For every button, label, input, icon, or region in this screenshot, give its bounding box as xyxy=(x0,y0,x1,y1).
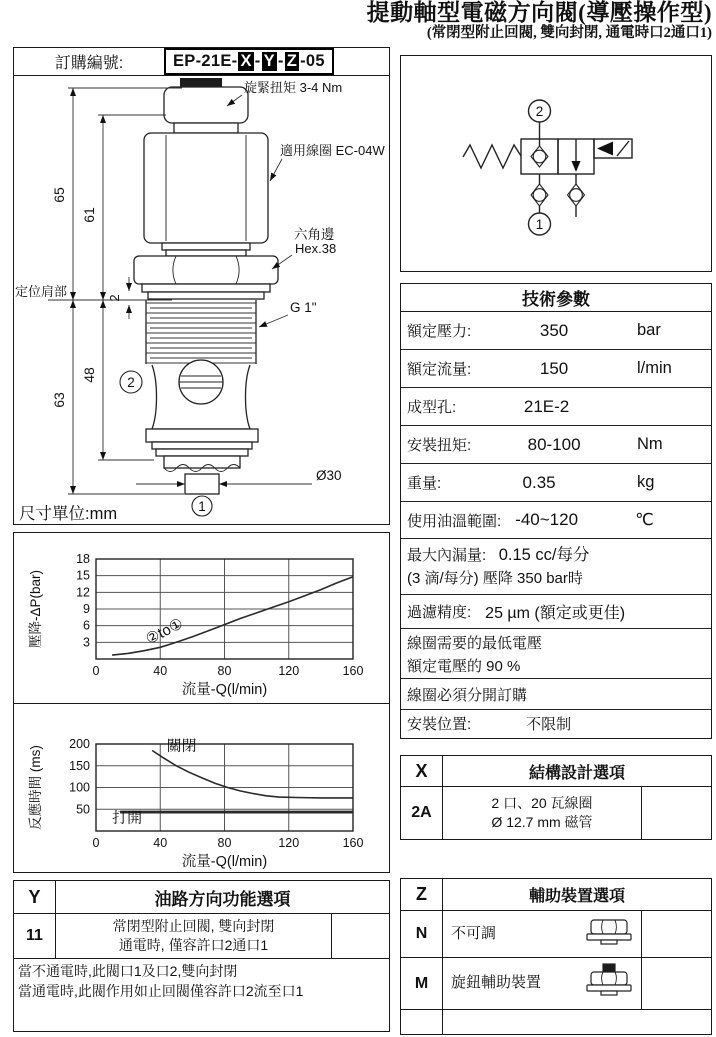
y-row-code: 11 xyxy=(14,914,56,958)
svg-text:6: 6 xyxy=(83,618,90,633)
top-nut xyxy=(164,87,248,123)
x-table-title: 結構設計選項 xyxy=(528,764,625,782)
dim-dia30: Ø30 xyxy=(316,468,342,483)
drawing-panel xyxy=(13,47,390,525)
row-unit: ℃ xyxy=(635,511,654,529)
row-value: 80-100 xyxy=(527,434,581,454)
valve-body-right xyxy=(246,365,251,429)
response-time-chart-cell xyxy=(14,704,389,875)
table-row xyxy=(401,502,711,539)
table-row-coil-voltage xyxy=(401,629,711,679)
row-note: (3 滴/每分) 壓降 350 bar時 xyxy=(407,569,583,587)
row-label: 過濾精度: xyxy=(407,604,472,621)
order-code-y: Y xyxy=(263,52,275,70)
solenoid-triangle xyxy=(597,142,613,156)
x-row-description xyxy=(443,787,641,839)
row-value: 150 xyxy=(539,358,569,378)
y-table-key: Y xyxy=(14,881,56,913)
svg-text:18: 18 xyxy=(76,552,90,566)
table-row xyxy=(401,958,711,1010)
port2-number: 2 xyxy=(127,375,135,390)
nut-collar xyxy=(174,123,238,133)
row-value: -40~120 xyxy=(515,510,579,529)
dim-48: 48 xyxy=(81,367,97,383)
svg-text:反應時間 (ms): 反應時間 (ms) xyxy=(28,745,43,830)
table-row xyxy=(401,350,711,388)
svg-text:壓降-ΔP(bar): 壓降-ΔP(bar) xyxy=(28,569,43,649)
svg-text:打開: 打開 xyxy=(112,809,143,827)
order-code xyxy=(164,48,334,75)
title-block xyxy=(367,1,712,42)
symbol-port1-number: 1 xyxy=(535,217,544,232)
z-table-empty-row xyxy=(401,1010,711,1034)
y-row-line1: 常閉型附止回閥, 雙向封閉 xyxy=(112,918,275,935)
row-unit: bar xyxy=(637,321,661,339)
svg-text:流量-Q(l/min): 流量-Q(l/min) xyxy=(181,682,268,698)
coil-body xyxy=(144,133,268,243)
hydraulic-symbol xyxy=(401,56,710,270)
svg-text:120: 120 xyxy=(278,664,300,678)
pressure-drop-chart-cell xyxy=(14,533,389,704)
svg-text:120: 120 xyxy=(278,836,300,850)
row-label: 重量: xyxy=(407,475,442,492)
tech-table-header: 技術參數 xyxy=(401,284,711,312)
thread-label: G 1" xyxy=(290,300,317,315)
order-code-z: Z xyxy=(286,52,298,70)
x-row-code: 2A xyxy=(401,787,443,839)
hex-size-label: Hex.38 xyxy=(295,241,337,256)
knob-nut-icon xyxy=(583,963,635,1004)
row-label: 安裝位置: xyxy=(407,716,472,733)
table-row-filtration xyxy=(401,595,711,629)
z-empty-cell xyxy=(443,1010,711,1034)
table-row xyxy=(401,911,711,958)
row-unit: Nm xyxy=(637,435,663,453)
order-label: 訂購編號: xyxy=(54,55,124,72)
page-title: 提動軸型電磁方向閥(導壓操作型) xyxy=(366,0,712,25)
dim-65: 65 xyxy=(51,187,67,203)
svg-text:流量-Q(l/min): 流量-Q(l/min) xyxy=(181,854,268,870)
y-table-note xyxy=(14,959,389,1004)
z-empty-key xyxy=(401,1010,443,1034)
table-row-mounting xyxy=(401,710,711,737)
y-note-line2: 當通電時,此閥作用如止回閥僅容許口2流至口1 xyxy=(18,982,304,999)
svg-text:12: 12 xyxy=(76,585,90,600)
svg-text:②to①: ②to① xyxy=(143,615,186,649)
y-note-line1: 當不通電時,此閥口1及口2,雙向封閉 xyxy=(18,963,238,979)
x-table-key: X xyxy=(401,756,443,786)
x-row-line1: 2 口、20 瓦線圈 xyxy=(491,795,593,812)
row-label: 成型孔: xyxy=(407,399,457,416)
valve-body-left xyxy=(152,365,157,429)
table-row-leakage xyxy=(401,539,711,595)
order-code-sep: - xyxy=(277,52,284,70)
row-value: 25 µm (額定或更佳) xyxy=(485,605,626,622)
svg-text:50: 50 xyxy=(76,802,90,817)
row-unit: l/min xyxy=(637,359,672,377)
shoulder-label: 定位肩部 xyxy=(15,284,68,299)
svg-text:80: 80 xyxy=(217,836,232,850)
symbol-port2-number: 2 xyxy=(535,104,544,119)
row-text: 線圈必須分開訂購 xyxy=(407,686,528,704)
z-row-n-code: N xyxy=(401,911,443,957)
response-time-chart xyxy=(14,704,388,875)
z-table-key: Z xyxy=(401,879,443,910)
dim-63: 63 xyxy=(51,392,67,408)
z-row-m-label: 旋鈕輔助裝置 xyxy=(451,974,542,992)
order-code-suffix: -05 xyxy=(300,52,325,70)
order-code-x: X xyxy=(240,52,252,70)
y-row-line2: 通電時, 僅容許口2通口1 xyxy=(118,937,269,953)
row-label: 安裝扭矩: xyxy=(407,437,472,454)
x-option-table xyxy=(400,755,712,840)
svg-text:0: 0 xyxy=(92,664,100,678)
spring-symbol xyxy=(463,145,521,168)
row-label: 額定流量: xyxy=(407,361,472,378)
coil-label: 適用線圈 EC-04W xyxy=(280,143,385,158)
svg-text:0: 0 xyxy=(92,836,100,850)
z-option-table xyxy=(400,878,712,1035)
svg-text:9: 9 xyxy=(83,602,90,616)
flow-arrow xyxy=(572,161,581,172)
row-value: 21E-2 xyxy=(523,396,570,416)
port1-number: 1 xyxy=(198,499,206,514)
table-row xyxy=(401,388,711,426)
y-row-description xyxy=(56,914,331,958)
x-row-empty-cell xyxy=(641,787,711,839)
symbol-panel xyxy=(400,55,712,272)
table-row xyxy=(401,312,711,350)
torque-label: 旋緊扭矩 3-4 Nm xyxy=(244,80,343,95)
hex-nut xyxy=(134,256,278,284)
svg-text:160: 160 xyxy=(342,836,364,850)
z-row-m-code: M xyxy=(401,958,443,1009)
svg-text:15: 15 xyxy=(76,568,90,583)
tech-params-table xyxy=(400,283,712,739)
svg-text:40: 40 xyxy=(153,664,168,678)
z-table-title: 輔助裝置選項 xyxy=(528,888,625,905)
unit-note: 尺寸單位:mm xyxy=(19,505,118,523)
order-code-prefix: EP-21E- xyxy=(173,52,238,70)
pressure-drop-chart xyxy=(14,533,388,703)
row-label: 最大內漏量: xyxy=(407,547,487,564)
z-row-n-empty-cell xyxy=(641,911,711,957)
svg-text:200: 200 xyxy=(69,737,90,751)
row-value: 0.15 cc/每分 xyxy=(498,546,590,564)
order-row xyxy=(14,48,389,76)
svg-text:3: 3 xyxy=(83,635,90,650)
row-label: 額定壓力: xyxy=(407,323,472,340)
row-text: 額定電壓的 90 % xyxy=(407,657,521,675)
valve-cross-section-drawing xyxy=(14,75,388,523)
charts-panel xyxy=(13,532,390,873)
y-row-empty-cell xyxy=(331,914,389,958)
dim-61: 61 xyxy=(81,207,97,223)
table-row-coil-order xyxy=(401,679,711,710)
row-value: 不限制 xyxy=(526,716,572,733)
svg-text:160: 160 xyxy=(342,664,364,678)
z-row-m-empty-cell xyxy=(641,958,711,1009)
svg-text:150: 150 xyxy=(69,758,90,773)
row-value: 350 xyxy=(539,320,569,340)
z-table-header xyxy=(401,879,711,911)
svg-text:關閉: 關閉 xyxy=(166,737,197,755)
dim-2: 2 xyxy=(107,294,122,302)
row-unit: kg xyxy=(637,473,655,491)
hex-label: 六角邊 xyxy=(294,227,335,242)
y-table-title: 油路方向功能選項 xyxy=(154,889,291,909)
thread-lines xyxy=(146,303,256,363)
page-subtitle: (常閉型附止回閥, 雙向封閉, 通電時口2通口1) xyxy=(426,25,712,42)
row-text: 線圈需要的最低電壓 xyxy=(407,635,543,652)
bottom-stem xyxy=(185,474,219,494)
svg-text:40: 40 xyxy=(153,836,168,850)
row-value: 0.35 xyxy=(522,472,556,492)
x-row-line2: Ø 12.7 mm 磁管 xyxy=(491,814,593,830)
table-row xyxy=(401,464,711,502)
order-code-sep: - xyxy=(254,52,261,70)
y-option-table xyxy=(13,880,390,1032)
z-row-n-description xyxy=(443,911,641,957)
z-row-n-label: 不可調 xyxy=(451,924,497,942)
table-row xyxy=(14,914,389,959)
table-row xyxy=(401,787,711,839)
fixed-nut-icon xyxy=(583,917,635,952)
y-table-header xyxy=(14,881,389,914)
z-row-m-description xyxy=(443,958,641,1009)
svg-text:80: 80 xyxy=(217,664,232,678)
x-table-header xyxy=(401,756,711,787)
row-label: 使用油溫範圍: xyxy=(407,512,502,530)
table-row xyxy=(401,426,711,464)
svg-text:100: 100 xyxy=(69,780,90,795)
